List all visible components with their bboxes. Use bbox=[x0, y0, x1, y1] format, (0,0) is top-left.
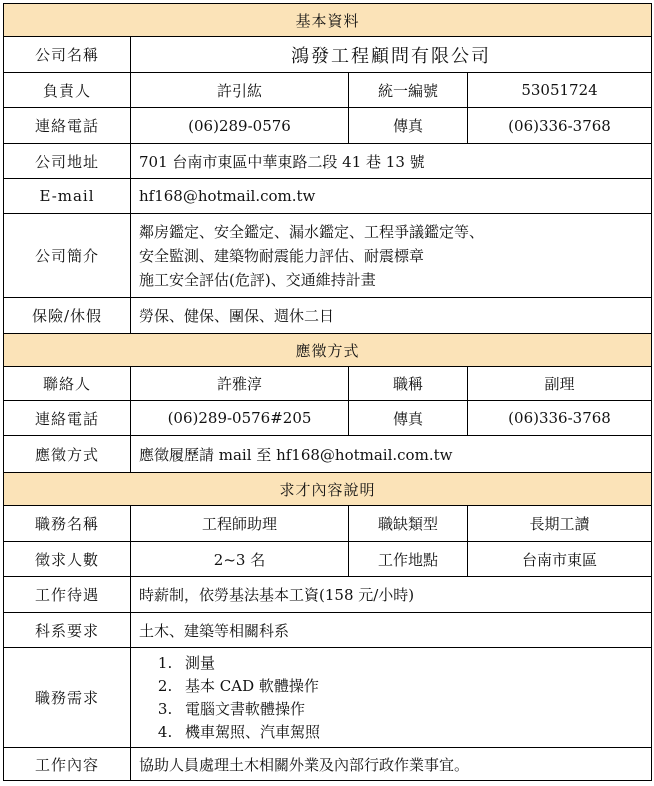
intro-line: 施工安全評估(危評)、交通維持計畫 bbox=[139, 270, 376, 289]
row-benefits bbox=[4, 298, 652, 334]
row-email bbox=[4, 179, 652, 214]
position-label: 職務名稱 bbox=[4, 506, 131, 542]
row-contact-phone bbox=[4, 401, 652, 436]
company-phone-label: 連絡電話 bbox=[4, 108, 131, 144]
row-address bbox=[4, 144, 652, 179]
apply-method-label: 應徵方式 bbox=[4, 436, 131, 473]
row-position bbox=[4, 506, 652, 542]
list-item: 3. 電腦文書軟體操作 bbox=[177, 698, 643, 721]
vacancy-type-label: 職缺類型 bbox=[349, 506, 468, 542]
company-fax-value: (06)336-3768 bbox=[468, 108, 652, 144]
intro-line: 鄰房鑑定、安全鑑定、漏水鑑定、工程爭議鑑定等、 bbox=[139, 222, 485, 241]
location-label: 工作地點 bbox=[349, 542, 468, 577]
intro-line: 安全監測、建築物耐震能力評估、耐震標章 bbox=[139, 246, 425, 265]
section-title-apply: 應徵方式 bbox=[4, 334, 652, 367]
position-value: 工程師助理 bbox=[131, 506, 349, 542]
company-fax-label: 傳真 bbox=[349, 108, 468, 144]
list-item: 4. 機車駕照、汽車駕照 bbox=[177, 721, 643, 744]
contact-value: 許雅淳 bbox=[131, 367, 349, 401]
contact-title-label: 職稱 bbox=[349, 367, 468, 401]
contact-phone-label: 連絡電話 bbox=[4, 401, 131, 436]
list-item: 2. 基本 CAD 軟體操作 bbox=[177, 675, 643, 698]
row-company-name bbox=[4, 37, 652, 73]
contact-fax-value: (06)336-3768 bbox=[468, 401, 652, 436]
row-company-phone bbox=[4, 108, 652, 144]
row-duties bbox=[4, 748, 652, 781]
row-owner bbox=[4, 73, 652, 108]
section-title-basic: 基本資料 bbox=[4, 4, 652, 37]
benefits-value: 勞保、健保、團保、週休二日 bbox=[131, 298, 652, 334]
location-value: 台南市東區 bbox=[468, 542, 652, 577]
major-label: 科系要求 bbox=[4, 613, 131, 648]
section-title-job: 求才內容說明 bbox=[4, 473, 652, 506]
requirements-list bbox=[139, 652, 643, 744]
email-value: hf168@hotmail.com.tw bbox=[131, 179, 652, 214]
tax-id-value: 53051724 bbox=[468, 73, 652, 108]
intro-value bbox=[131, 214, 652, 298]
row-contact bbox=[4, 367, 652, 401]
contact-fax-label: 傳真 bbox=[349, 401, 468, 436]
company-phone-value: (06)289-0576 bbox=[131, 108, 349, 144]
company-name-label: 公司名稱 bbox=[4, 37, 131, 73]
requirements-label: 職務需求 bbox=[4, 648, 131, 748]
duties-label: 工作內容 bbox=[4, 748, 131, 781]
pay-value: 時薪制，依勞基法基本工資(158 元/小時) bbox=[131, 577, 652, 613]
list-item: 1. 測量 bbox=[177, 652, 643, 675]
company-name: 鴻發工程顧問有限公司 bbox=[131, 37, 652, 73]
contact-label: 聯絡人 bbox=[4, 367, 131, 401]
intro-label: 公司簡介 bbox=[4, 214, 131, 298]
row-headcount bbox=[4, 542, 652, 577]
benefits-label: 保險/休假 bbox=[4, 298, 131, 334]
major-value: 土木、建築等相關科系 bbox=[131, 613, 652, 648]
owner-value: 許引紘 bbox=[131, 73, 349, 108]
section-header-apply bbox=[4, 334, 652, 367]
row-intro bbox=[4, 214, 652, 298]
row-major bbox=[4, 613, 652, 648]
duties-value: 協助人員處理土木相關外業及內部行政作業事宜。 bbox=[131, 748, 652, 781]
apply-method-value: 應徵履歷請 mail 至 hf168@hotmail.com.tw bbox=[131, 436, 652, 473]
pay-label: 工作待遇 bbox=[4, 577, 131, 613]
job-posting-form bbox=[3, 3, 652, 781]
contact-phone-value: (06)289-0576#205 bbox=[131, 401, 349, 436]
contact-title-value: 副理 bbox=[468, 367, 652, 401]
address-value: 701 台南市東區中華東路二段 41 巷 13 號 bbox=[131, 144, 652, 179]
address-label: 公司地址 bbox=[4, 144, 131, 179]
requirements-value bbox=[131, 648, 652, 748]
tax-id-label: 統一編號 bbox=[349, 73, 468, 108]
section-header-job bbox=[4, 473, 652, 506]
owner-label: 負責人 bbox=[4, 73, 131, 108]
row-requirements bbox=[4, 648, 652, 748]
row-pay bbox=[4, 577, 652, 613]
vacancy-type-value: 長期工讀 bbox=[468, 506, 652, 542]
section-header-basic bbox=[4, 4, 652, 37]
row-apply-method bbox=[4, 436, 652, 473]
email-label: E-mail bbox=[4, 179, 131, 214]
headcount-label: 徵求人數 bbox=[4, 542, 131, 577]
headcount-value: 2~3 名 bbox=[131, 542, 349, 577]
